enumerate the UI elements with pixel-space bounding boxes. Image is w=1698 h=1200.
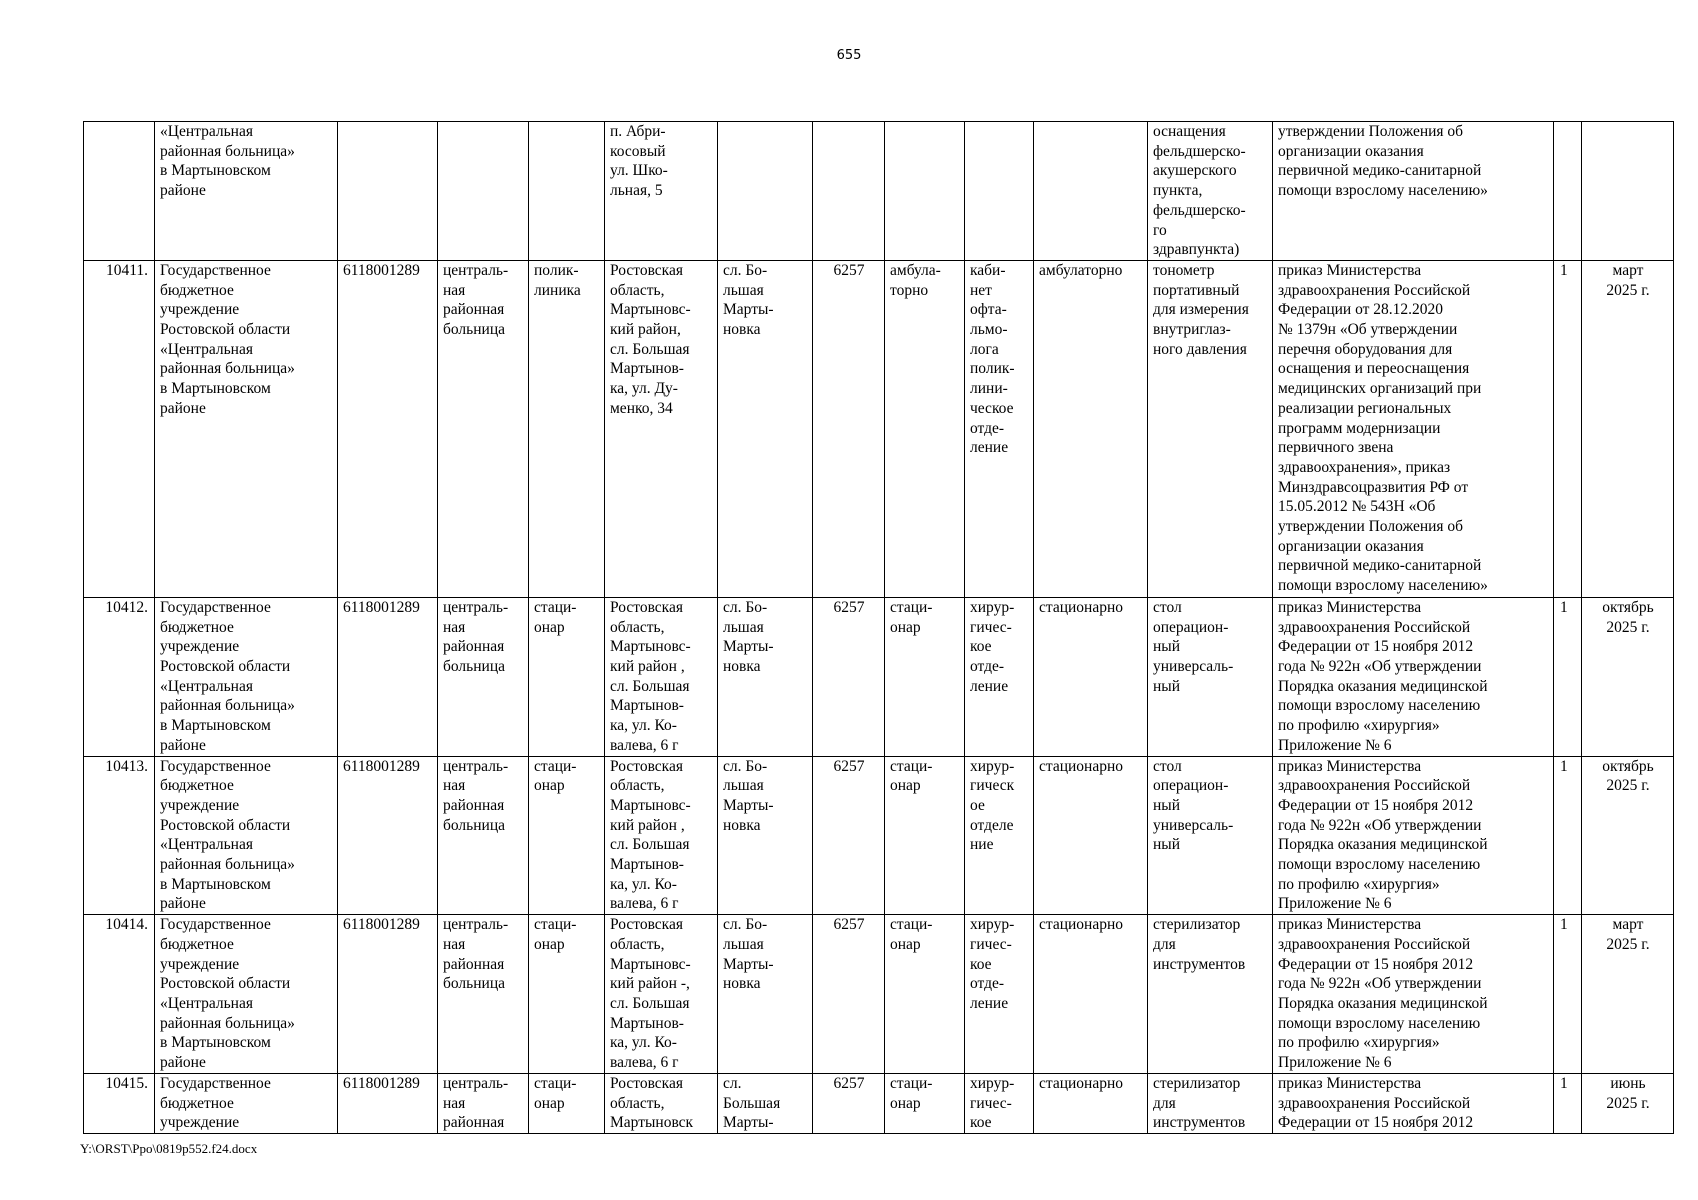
row-number-cell — [84, 122, 155, 261]
org-type-cell: централь- ная районная больница — [438, 756, 529, 915]
legal-basis-cell: приказ Министерства здравоохранения Российской Федерации от 15 ноября 2012 — [1273, 1073, 1554, 1133]
equipment-cell: стерилизатор для инструментов — [1148, 915, 1273, 1074]
quantity-cell: 1 — [1554, 260, 1582, 597]
organization-cell: Государственное бюджетное учреждение Ростовской области «Центральная районная больница» в Мартыновском районе — [155, 756, 338, 915]
equipment-cell: стол операцион- ный универсаль- ный — [1148, 756, 1273, 915]
page-number: 655 — [836, 48, 862, 63]
care-condition-cell — [1034, 122, 1148, 261]
department-cell: хирур- гическ ое отделе ние — [965, 756, 1034, 915]
org-type-cell: централь- ная районная больница — [438, 915, 529, 1074]
okato-cell: 6257 — [813, 756, 885, 915]
unit-cell: стаци- онар — [529, 1073, 605, 1133]
care-form-cell: амбула- торно — [885, 260, 965, 597]
address-cell: Ростовская область, Мартыновс- кий район, сл. Большая Мартынов- ка, ул. Ду- менко, 34 — [605, 260, 718, 597]
table-row — [84, 597, 1674, 756]
department-cell: каби- нет офта- льмо- лога полик- лини- ческое отде- ление — [965, 260, 1034, 597]
address-cell: п. Абри- косовый ул. Шко- льная, 5 — [605, 122, 718, 261]
term-cell: октябрь 2025 г. — [1582, 756, 1674, 915]
row-number-cell: 10411. — [84, 260, 155, 597]
unit-cell — [529, 122, 605, 261]
locality-cell: сл. Большая Марты- — [718, 1073, 813, 1133]
row-number-cell: 10413. — [84, 756, 155, 915]
legal-basis-cell: утверждении Положения об организации оказания первичной медико-санитарной помощи взрослому населению» — [1273, 122, 1554, 261]
care-condition-cell: стационарно — [1034, 756, 1148, 915]
quantity-cell: 1 — [1554, 756, 1582, 915]
locality-cell: сл. Бо- льшая Марты- новка — [718, 597, 813, 756]
address-cell: Ростовская область, Мартыновс- кий район , сл. Большая Мартынов- ка, ул. Ко- валева, 6 г — [605, 756, 718, 915]
inn-cell: 6118001289 — [338, 756, 438, 915]
address-cell: Ростовская область, Мартыновск — [605, 1073, 718, 1133]
organization-cell: Государственное бюджетное учреждение Ростовской области «Центральная районная больница» в Мартыновском районе — [155, 260, 338, 597]
care-condition-cell: стационарно — [1034, 915, 1148, 1074]
equipment-table — [83, 121, 1674, 1134]
quantity-cell — [1554, 122, 1582, 261]
inn-cell: 6118001289 — [338, 915, 438, 1074]
care-form-cell: стаци- онар — [885, 597, 965, 756]
locality-cell: сл. Бо- льшая Марты- новка — [718, 756, 813, 915]
equipment-cell: оснащения фельдшерско- акушерского пункта, фельдшерско- го здравпункта) — [1148, 122, 1273, 261]
inn-cell: 6118001289 — [338, 1073, 438, 1133]
term-cell: октябрь 2025 г. — [1582, 597, 1674, 756]
organization-cell: Государственное бюджетное учреждение — [155, 1073, 338, 1133]
legal-basis-cell: приказ Министерства здравоохранения Российской Федерации от 15 ноября 2012 года № 922н «Об утверждении Порядка оказания медицинской помощи взрослому населению по профилю «хирургия» Приложение № 6 — [1273, 756, 1554, 915]
care-form-cell: стаци- онар — [885, 1073, 965, 1133]
term-cell — [1582, 122, 1674, 261]
department-cell: хирур- гичес- кое отде- ление — [965, 915, 1034, 1074]
row-number-cell: 10412. — [84, 597, 155, 756]
table-row — [84, 122, 1674, 261]
legal-basis-cell: приказ Министерства здравоохранения Российской Федерации от 15 ноября 2012 года № 922н «Об утверждении Порядка оказания медицинской помощи взрослому населению по профилю «хирургия» Приложение № 6 — [1273, 915, 1554, 1074]
org-type-cell: централь- ная районная больница — [438, 597, 529, 756]
quantity-cell: 1 — [1554, 1073, 1582, 1133]
care-condition-cell: стационарно — [1034, 597, 1148, 756]
inn-cell: 6118001289 — [338, 260, 438, 597]
okato-cell: 6257 — [813, 915, 885, 1074]
row-number-cell: 10415. — [84, 1073, 155, 1133]
okato-cell: 6257 — [813, 260, 885, 597]
legal-basis-cell: приказ Министерства здравоохранения Российской Федерации от 15 ноября 2012 года № 922н «Об утверждении Порядка оказания медицинской помощи взрослому населению по профилю «хирургия» Приложение № 6 — [1273, 597, 1554, 756]
inn-cell: 6118001289 — [338, 597, 438, 756]
care-form-cell: стаци- онар — [885, 915, 965, 1074]
org-type-cell: централь- ная районная больница — [438, 260, 529, 597]
unit-cell: стаци- онар — [529, 915, 605, 1074]
care-condition-cell: стационарно — [1034, 1073, 1148, 1133]
okato-cell: 6257 — [813, 597, 885, 756]
address-cell: Ростовская область, Мартыновс- кий район , сл. Большая Мартынов- ка, ул. Ко- валева, 6 г — [605, 597, 718, 756]
department-cell: хирур- гичес- кое отде- ление — [965, 597, 1034, 756]
org-type-cell: централь- ная районная — [438, 1073, 529, 1133]
department-cell — [965, 122, 1034, 261]
equipment-cell: тонометр портативный для измерения внутриглаз- ного давления — [1148, 260, 1273, 597]
locality-cell — [718, 122, 813, 261]
equipment-cell: стол операцион- ный универсаль- ный — [1148, 597, 1273, 756]
table-row — [84, 260, 1674, 597]
quantity-cell: 1 — [1554, 597, 1582, 756]
quantity-cell: 1 — [1554, 915, 1582, 1074]
table-row — [84, 756, 1674, 915]
unit-cell: стаци- онар — [529, 756, 605, 915]
legal-basis-cell: приказ Министерства здравоохранения Российской Федерации от 28.12.2020 № 1379н «Об утверждении перечня оборудования для оснащения и переоснащения медицинских организаций при реализации региональных программ модернизации первичного звена здравоохранения», приказ Минздравсоцразвития РФ от 15.05.2012 № 543Н «Об утверждении Положения об организации оказания первичной медико-санитарной помощи взрослому населению» — [1273, 260, 1554, 597]
okato-cell — [813, 122, 885, 261]
unit-cell: полик- линика — [529, 260, 605, 597]
unit-cell: стаци- онар — [529, 597, 605, 756]
equipment-cell: стерилизатор для инструментов — [1148, 1073, 1273, 1133]
table-row — [84, 1073, 1674, 1133]
footer-file-path: Y:\ORST\Ppo\0819p552.f24.docx — [80, 1141, 258, 1156]
locality-cell: сл. Бо- льшая Марты- новка — [718, 260, 813, 597]
table-row — [84, 915, 1674, 1074]
care-form-cell: стаци- онар — [885, 756, 965, 915]
organization-cell: Государственное бюджетное учреждение Ростовской области «Центральная районная больница» в Мартыновском районе — [155, 915, 338, 1074]
okato-cell: 6257 — [813, 1073, 885, 1133]
organization-cell: Государственное бюджетное учреждение Ростовской области «Центральная районная больница» в Мартыновском районе — [155, 597, 338, 756]
care-condition-cell: амбулаторно — [1034, 260, 1148, 597]
department-cell: хирур- гичес- кое — [965, 1073, 1034, 1133]
row-number-cell: 10414. — [84, 915, 155, 1074]
org-type-cell — [438, 122, 529, 261]
address-cell: Ростовская область, Мартыновс- кий район -, сл. Большая Мартынов- ка, ул. Ко- валева, 6 г — [605, 915, 718, 1074]
term-cell: март 2025 г. — [1582, 260, 1674, 597]
inn-cell — [338, 122, 438, 261]
term-cell: март 2025 г. — [1582, 915, 1674, 1074]
locality-cell: сл. Бо- льшая Марты- новка — [718, 915, 813, 1074]
organization-cell: «Центральная районная больница» в Мартыновском районе — [155, 122, 338, 261]
term-cell: июнь 2025 г. — [1582, 1073, 1674, 1133]
care-form-cell — [885, 122, 965, 261]
table-body — [84, 122, 1674, 1134]
